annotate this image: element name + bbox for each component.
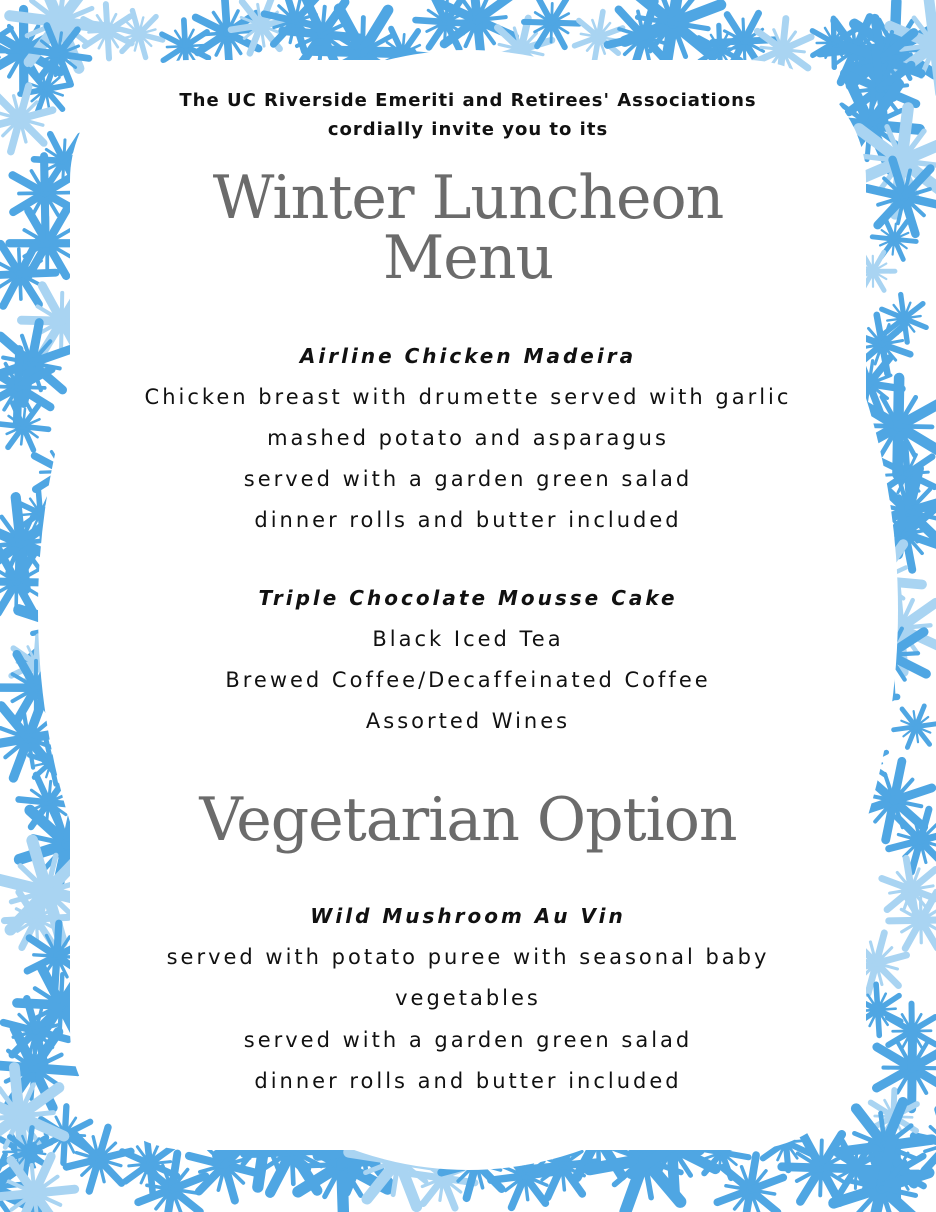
entree-line: mashed potato and asparagus [267, 426, 669, 450]
beverage-line: Black Iced Tea [372, 627, 564, 651]
entree-line: dinner rolls and butter included [254, 508, 682, 532]
vegetarian-line: served with potato puree with seasonal baby [166, 945, 770, 969]
page-title-line-1: Winter Luncheon [212, 163, 724, 233]
vegetarian-line: vegetables [395, 986, 541, 1010]
vegetarian-dish-name: Wild Mushroom Au Vin [310, 904, 626, 928]
beverage-line: Brewed Coffee/Decaffeinated Coffee [225, 668, 711, 692]
invitation-line-2: cordially invite you to its [327, 119, 609, 140]
vegetarian-line: served with a garden green salad [243, 1028, 693, 1052]
dessert-name: Triple Chocolate Mousse Cake [258, 586, 678, 610]
page-title-line-2: Menu [382, 223, 554, 293]
invitation-line-1: The UC Riverside Emeriti and Retirees' Associations [179, 90, 757, 111]
entree-line: served with a garden green salad [243, 467, 693, 491]
entree-line: Chicken breast with drumette served with garlic [144, 385, 792, 409]
vegetarian-line: dinner rolls and butter included [254, 1069, 682, 1093]
entree-name: Airline Chicken Madeira [299, 344, 637, 368]
vegetarian-heading: Vegetarian Option [199, 785, 737, 855]
beverage-line: Assorted Wines [365, 709, 571, 733]
